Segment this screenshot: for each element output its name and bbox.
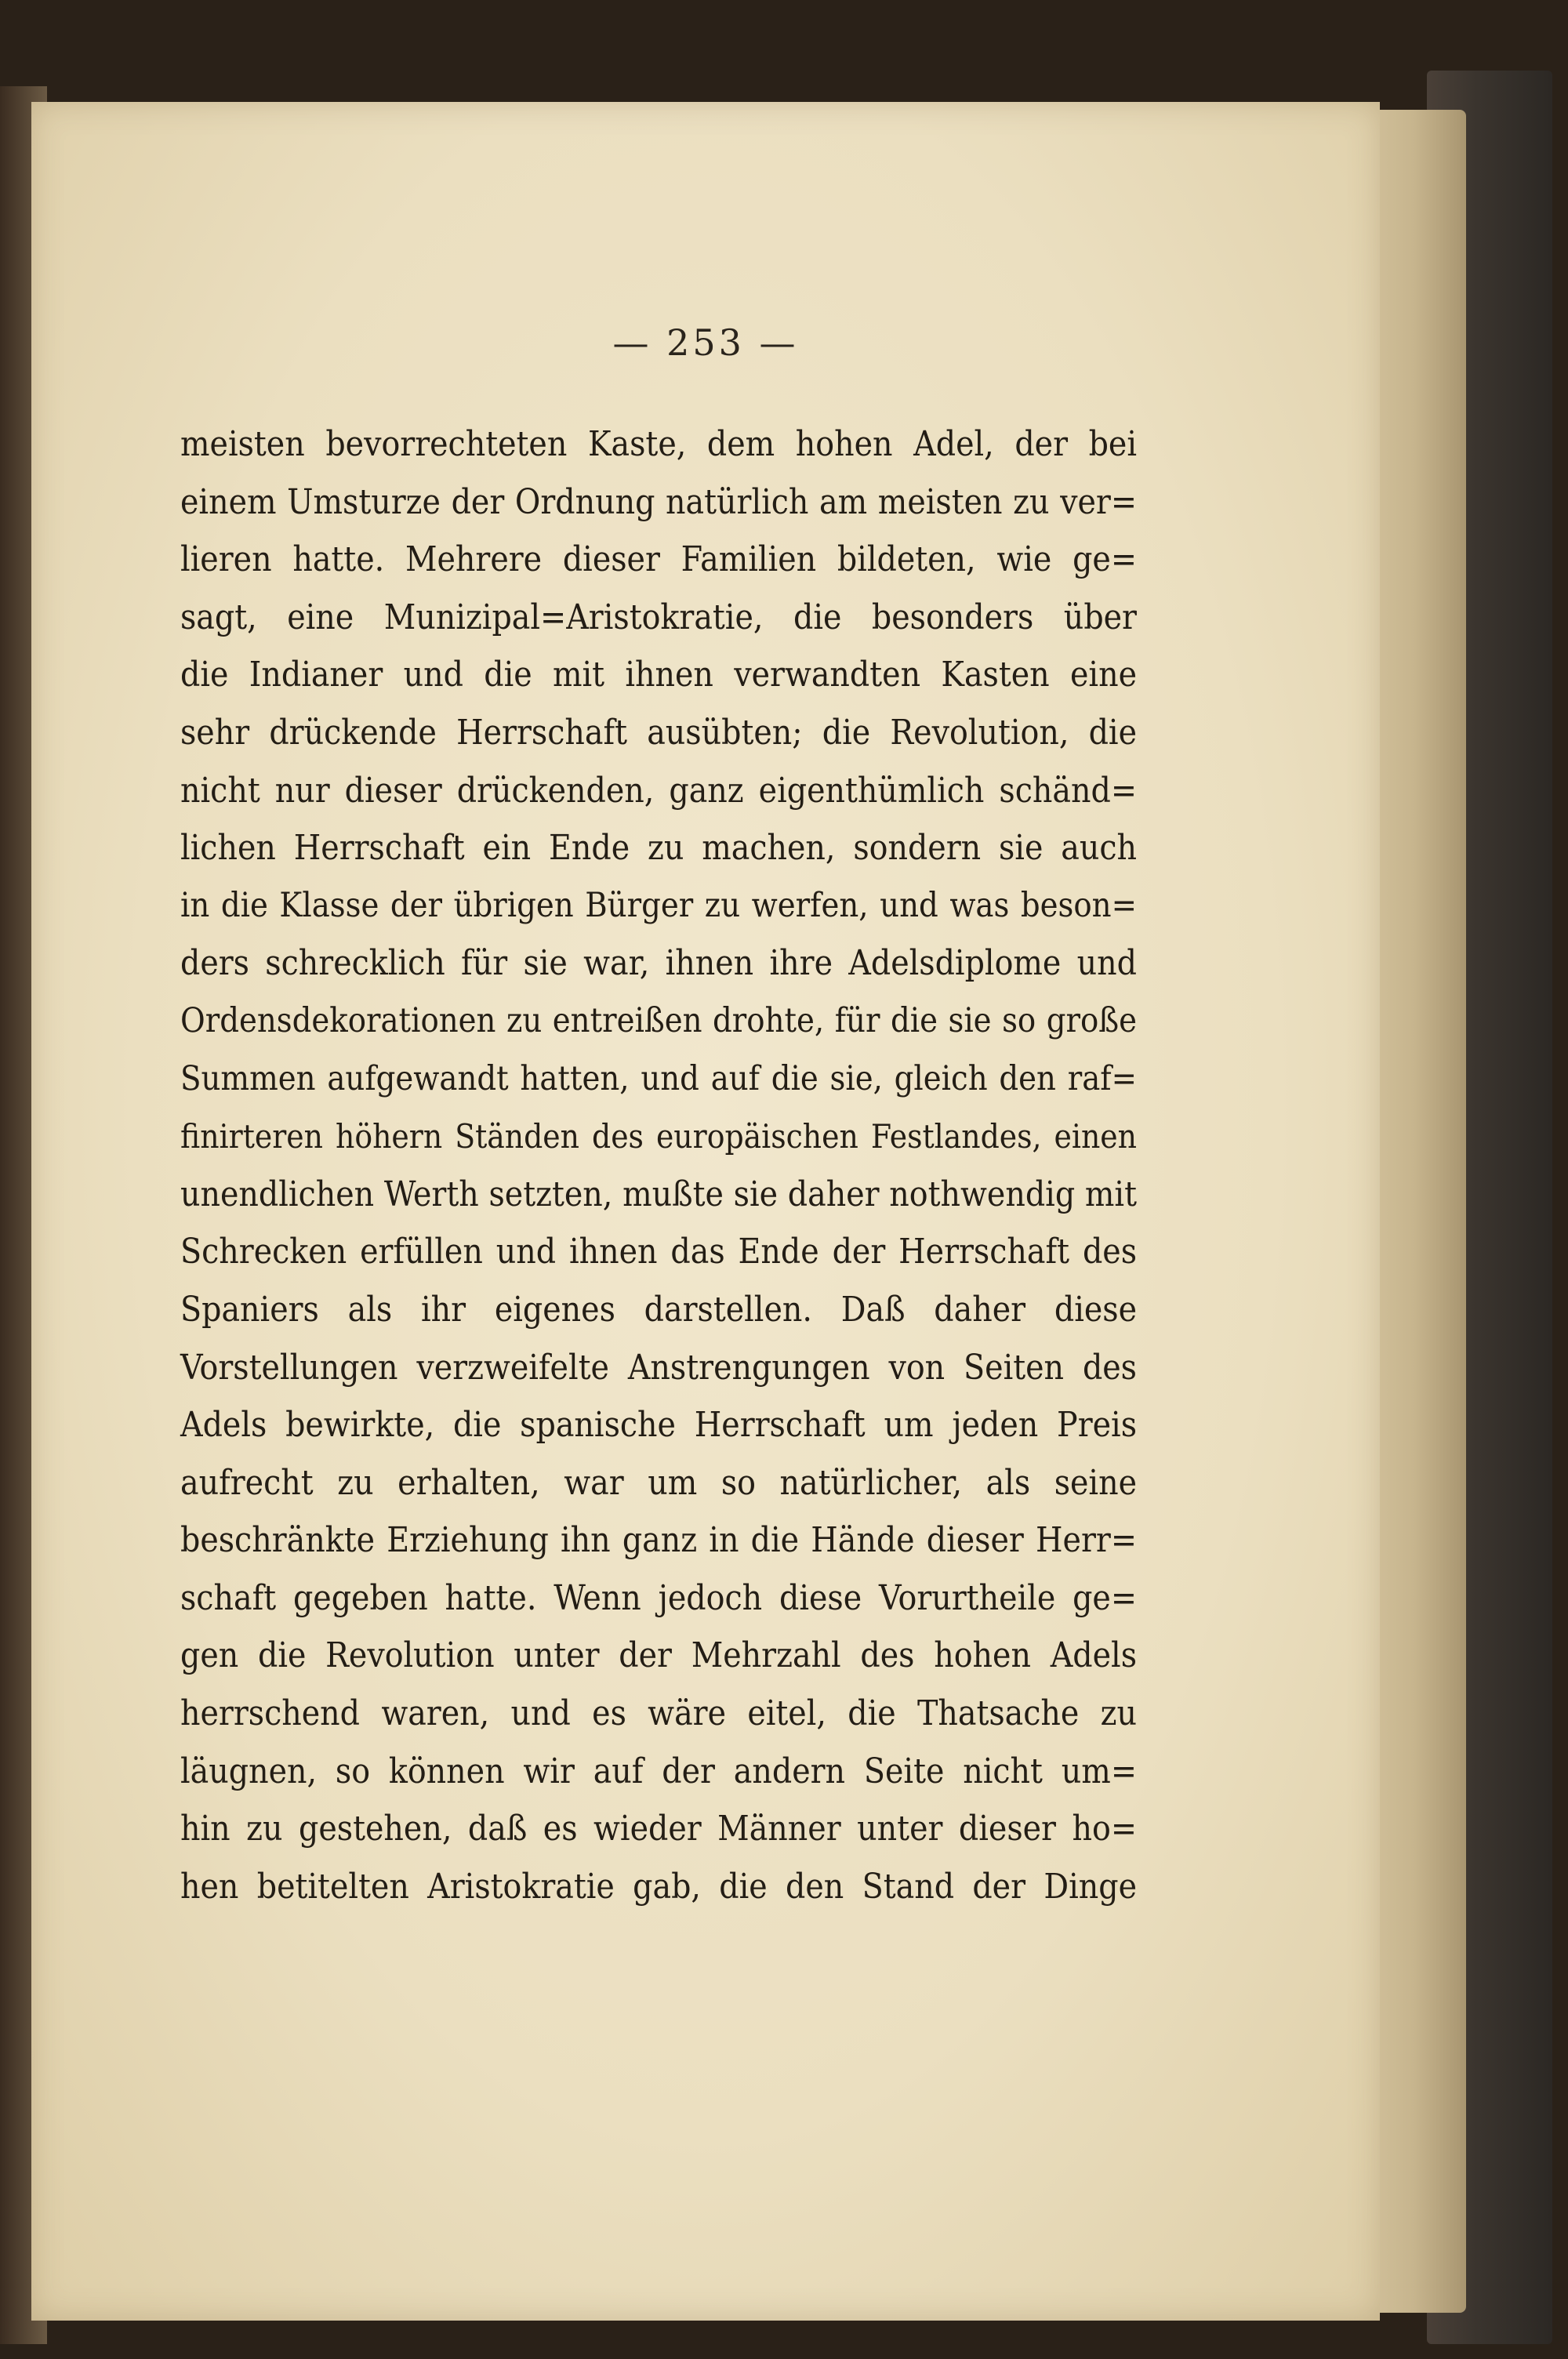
text-line-content: hen betitelten Aristokratie gab, die den Stand der Dinge	[180, 1866, 1137, 1907]
text-line-content: gen die Revolution unter der Mehrzahl des hohen Adels	[180, 1635, 1137, 1676]
text-line	[180, 819, 1137, 877]
text-line-content: herrschend waren, und es wäre eitel, die Thatsache zu	[180, 1693, 1137, 1734]
text-line	[180, 1858, 1137, 1916]
text-line-content: schaft gegeben hatte. Wenn jedoch diese Vorurtheile ge=	[180, 1577, 1137, 1618]
text-line-content: finirteren höhern Ständen des europäischen Festlandes, einen	[180, 1117, 1137, 1156]
text-line-content: Vorstellungen verzweifelte Anstrengungen von Seiten des	[180, 1347, 1137, 1388]
text-line-content: hin zu gestehen, daß es wieder Männer unter dieser ho=	[180, 1809, 1137, 1849]
text-line	[180, 1396, 1137, 1454]
text-line	[180, 1685, 1137, 1743]
text-line	[180, 1051, 1137, 1109]
text-line	[180, 1339, 1137, 1397]
text-line-content: Summen aufgewandt hatten, und auf die sie, gleich den raf=	[180, 1058, 1137, 1098]
text-line	[180, 589, 1137, 647]
text-line	[180, 416, 1137, 474]
text-line	[180, 935, 1137, 993]
text-line	[180, 531, 1137, 589]
text-line-content: läugnen, so können wir auf der andern Seite nicht um=	[180, 1751, 1137, 1791]
text-line	[180, 1223, 1137, 1281]
text-line	[180, 1454, 1137, 1512]
text-line-content: unendlichen Werth setzten, mußte sie daher nothwendig mit	[180, 1174, 1137, 1214]
text-line-content: einem Umsturze der Ordnung natürlich am meisten zu ver=	[180, 481, 1137, 522]
text-line	[180, 1281, 1137, 1339]
text-line-content: lieren hatte. Mehrere dieser Familien bildeten, wie ge=	[180, 539, 1137, 580]
text-line-content: aufrecht zu erhalten, war um so natürlicher, als seine	[180, 1462, 1137, 1503]
text-line-content: ders schrecklich für sie war, ihnen ihre Adelsdiplome und	[180, 943, 1137, 984]
book-page	[31, 102, 1380, 2321]
text-line-content: sagt, eine Munizipal=Aristokratie, die besonders über	[180, 597, 1137, 637]
page-number: — 253 —	[612, 321, 799, 364]
text-line-content: Schrecken erfüllen und ihnen das Ende der Herrschaft des	[180, 1232, 1137, 1272]
text-line	[180, 704, 1137, 762]
text-line	[180, 1166, 1137, 1224]
body-text	[180, 416, 1137, 1915]
text-line-content: meisten bevorrechteten Kaste, dem hohen Adel, der bei	[180, 424, 1137, 464]
text-line	[180, 1743, 1137, 1801]
text-line	[180, 1627, 1137, 1685]
text-line-content: beschränkte Erziehung ihn ganz in die Hände dieser Herr=	[180, 1520, 1137, 1561]
text-line-content: sehr drückende Herrschaft ausübten; die Revolution, die	[180, 712, 1137, 753]
text-line-content: Adels bewirkte, die spanische Herrschaft um jeden Preis	[180, 1405, 1137, 1446]
text-line	[180, 1570, 1137, 1628]
text-line	[180, 993, 1137, 1051]
text-line	[180, 1800, 1137, 1858]
text-line	[180, 474, 1137, 532]
text-line	[180, 646, 1137, 704]
text-line-content: Spaniers als ihr eigenes darstellen. Daß daher diese	[180, 1289, 1137, 1330]
text-line	[180, 1512, 1137, 1570]
text-line-content: Ordensdekorationen zu entreißen drohte, für die sie so große	[180, 1000, 1137, 1040]
text-line-content: nicht nur dieser drückenden, ganz eigenthümlich schänd=	[180, 770, 1137, 811]
text-line-content: lichen Herrschaft ein Ende zu machen, sondern sie auch	[180, 828, 1137, 869]
text-line-content: die Indianer und die mit ihnen verwandten Kasten eine	[180, 655, 1137, 695]
text-line-content: in die Klasse der übrigen Bürger zu werfen, und was beson=	[180, 885, 1137, 925]
text-line	[180, 1108, 1137, 1166]
text-line	[180, 877, 1137, 935]
text-line	[180, 762, 1137, 820]
